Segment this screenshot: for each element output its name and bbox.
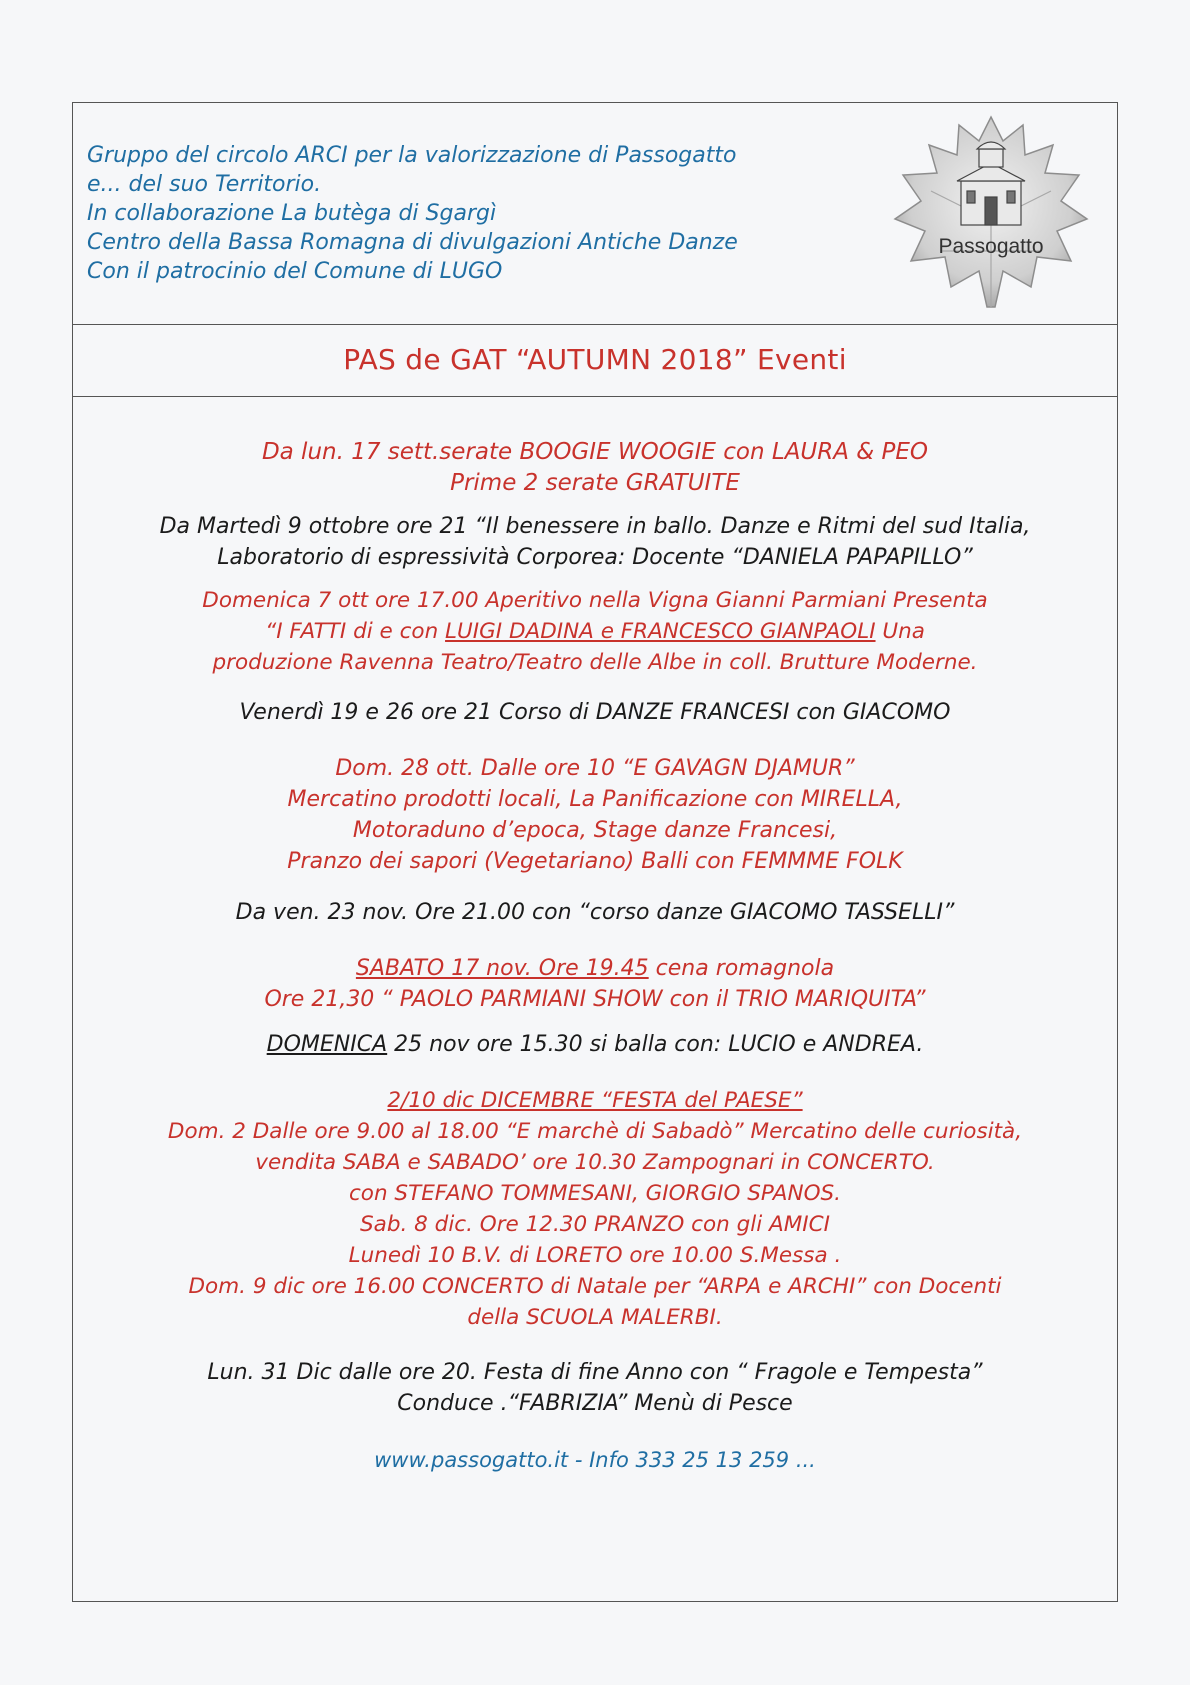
event-danze-francesi: Venerdì 19 e 26 ore 21 Corso di DANZE FRANCESI con GIACOMO [239, 700, 951, 725]
event-aperitivo-vigna: Domenica 7 ott ore 17.00 Aperitivo nella Vigna Gianni Parmiani Presenta “I FATTI di e con LUIGI DADINA e FRANCESCO GIANPAOLI Una produzione Ravenna Teatro/Teatro delle Albe in coll. Brutture Moderne. [202, 588, 988, 675]
header-line: Centro della Bassa Romagna di divulgazioni Antiche Danze [87, 230, 738, 255]
header-line: In collaborazione La butèga di Sgargì [87, 201, 497, 226]
event-boogie-woogie: Da lun. 17 sett.serate BOOGIE WOOGIE con LAURA & PEO Prime 2 serate GRATUITE [261, 439, 929, 496]
header-line: Gruppo del circolo ARCI per la valorizzazione di Passogatto [87, 143, 737, 168]
event-benessere-ballo: Da Martedì 9 ottobre ore 21 “Il benessere in ballo. Danze e Ritmi del sud Italia, Laboratorio di espressività Corporea: Docente “DANIELA PAPAPILLO” [159, 514, 1031, 570]
header-line: Con il patrocinio del Comune di LUGO [87, 259, 503, 284]
footer-contact [73, 1445, 1117, 1476]
passogatto-leaf-logo [891, 111, 1091, 311]
header-line: e... del suo Territorio. [87, 172, 322, 197]
page-title: PAS de GAT “AUTUMN 2018” Eventi [73, 325, 1117, 397]
flyer-frame [72, 102, 1118, 1602]
website-link[interactable]: www.passogatto.it - Info 333 25 13 259 ... [374, 1448, 816, 1472]
event-cena-romagnola: SABATO 17 nov. Ore 19.45 cena romagnola Ore 21,30 “ PAOLO PARMIANI SHOW con il TRIO MARIQUITA” [264, 956, 926, 1012]
event-corso-tasselli: Da ven. 23 nov. Ore 21.00 con “corso danze GIACOMO TASSELLI” [235, 900, 955, 925]
event-festa-del-paese: 2/10 dic DICEMBRE “FESTA del PAESE” Dom. 2 Dalle ore 9.00 al 18.00 “E marchè di Sabadò” Mercatino delle curiosità, vendita SABA e SABADO’ ore 10.30 Zampognari in CONCERTO. con STEFANO TOMMESANI, GIORGIO SPANOS. Sab. 8 dic. Ore 12.30 PRANZO con gli AMICI Lunedì 10 B.V. di LORETO ore 10.00 S.Messa . Dom. 9 dic ore 16.00 CONCERTO di Natale per “ARPA e ARCHI” con Docenti della SCUOLA MALERBI. [167, 1088, 1023, 1330]
event-gavagn-djamur: Dom. 28 ott. Dalle ore 10 “E GAVAGN DJAMUR” Mercatino prodotti locali, La Panificazione con MIRELLA, Motoraduno d’epoca, Stage danze Francesi, Pranzo dei sapori (Vegetariano) Balli con FEMMME FOLK [287, 756, 903, 874]
header-box [73, 103, 1117, 325]
header-text [87, 141, 738, 286]
event-fine-anno: Lun. 31 Dic dalle ore 20. Festa di fine Anno con “ Fragole e Tempesta” Conduce .“FABRIZIA” Menù di Pesce [207, 1360, 983, 1416]
event-si-balla: DOMENICA 25 nov ore 15.30 si balla con: LUCIO e ANDREA. [266, 1032, 924, 1057]
logo-text: Passogatto [938, 235, 1044, 258]
